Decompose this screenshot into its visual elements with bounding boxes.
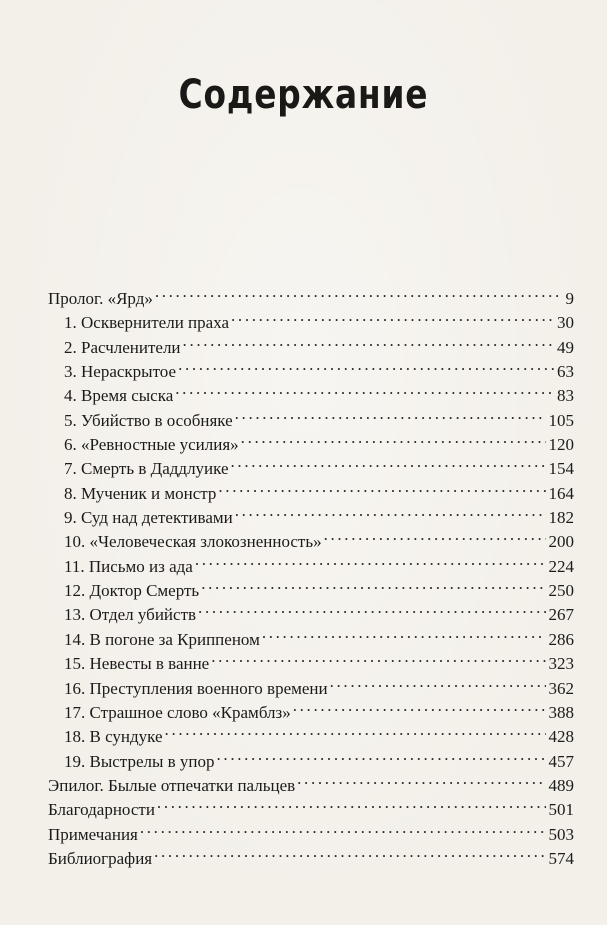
toc-entry-label: 7. Смерть в Даддлуике	[64, 459, 229, 479]
toc-dot-leader	[157, 791, 546, 815]
toc-dot-leader	[165, 718, 546, 742]
toc-entry	[48, 548, 574, 576]
toc-entry-label: 8. Мученик и монстр	[64, 483, 217, 503]
toc-entry-page-number: 428	[548, 727, 574, 747]
toc-entry-page-number: 30	[557, 313, 574, 333]
toc-entry-label: Примечания	[48, 824, 138, 844]
toc-entry	[48, 499, 574, 528]
toc-dot-leader	[293, 694, 546, 718]
toc-entry-label: Библиография	[48, 848, 153, 868]
toc-entry	[48, 767, 574, 795]
toc-dot-leader	[262, 621, 546, 645]
toc-entry-label: 10. «Человеческая злокозненность»	[64, 532, 322, 552]
toc-dot-leader	[155, 280, 561, 304]
toc-entry-page-number: 63	[557, 362, 574, 382]
toc-entry	[48, 694, 574, 722]
toc-entry	[48, 450, 574, 479]
toc-entry	[48, 840, 574, 868]
toc-dot-leader	[175, 377, 554, 401]
toc-dot-leader	[231, 450, 546, 474]
toc-dot-leader	[211, 645, 545, 669]
toc-dot-leader	[297, 767, 545, 791]
toc-dot-leader	[231, 304, 554, 328]
toc-entry	[48, 621, 574, 649]
toc-dot-leader	[235, 499, 546, 523]
toc-entry-label: 9. Суд над детективами	[64, 508, 233, 528]
toc-entry-label: 5. Убийство в особняке	[64, 410, 233, 430]
toc-entry-page-number: 250	[548, 581, 574, 601]
toc-dot-leader	[218, 475, 545, 499]
toc-entry-page-number: 362	[548, 678, 574, 698]
toc-entry-page-number: 286	[548, 629, 574, 649]
toc-entry-label: 17. Страшное слово «Крамблз»	[64, 702, 291, 722]
toc-entry-label: 11. Письмо из ада	[64, 556, 193, 576]
toc-entry	[48, 280, 574, 308]
toc-entry	[48, 718, 574, 747]
toc-entry-label: 15. Невесты в ванне	[64, 654, 210, 674]
toc-entry-page-number: 323	[548, 654, 574, 674]
toc-dot-leader	[235, 402, 546, 426]
toc-dot-leader	[154, 840, 545, 864]
toc-entry-page-number: 224	[548, 556, 574, 576]
table-of-contents	[48, 280, 574, 868]
toc-entry-page-number: 120	[548, 435, 574, 455]
toc-entry	[48, 791, 574, 820]
toc-entry-label: 2. Расчленители	[64, 337, 181, 357]
toc-entry-page-number: 182	[548, 508, 574, 528]
toc-entry	[48, 645, 574, 674]
toc-entry-label: 4. Время сыска	[64, 386, 174, 406]
toc-entry	[48, 329, 574, 357]
page-title: Содержание	[178, 71, 429, 118]
toc-entry	[48, 475, 574, 503]
toc-entry-label: 13. Отдел убийств	[64, 605, 197, 625]
toc-dot-leader	[201, 572, 545, 596]
toc-entry-page-number: 388	[548, 702, 574, 722]
toc-entry	[48, 523, 574, 552]
toc-entry	[48, 670, 574, 698]
toc-entry	[48, 743, 574, 771]
toc-entry-label: Пролог. «Ярд»	[48, 289, 153, 308]
toc-dot-leader	[324, 523, 546, 547]
toc-entry	[48, 377, 574, 406]
toc-entry	[48, 426, 574, 455]
toc-dot-leader	[217, 743, 546, 767]
toc-entry-label: Благодарности	[48, 800, 155, 820]
toc-dot-leader	[241, 426, 546, 450]
toc-entry-page-number: 489	[548, 775, 574, 795]
toc-entry-label: 16. Преступления военного времени	[64, 678, 328, 698]
toc-entry-page-number: 154	[548, 459, 574, 479]
toc-dot-leader	[195, 548, 546, 572]
toc-dot-leader	[178, 353, 554, 377]
toc-entry	[48, 304, 574, 333]
toc-dot-leader	[330, 670, 546, 694]
toc-dot-leader	[183, 329, 554, 353]
toc-entry	[48, 572, 574, 601]
toc-entry-page-number: 105	[548, 410, 574, 430]
toc-entry-label: 14. В погоне за Криппеном	[64, 629, 260, 649]
toc-entry-page-number: 501	[548, 800, 574, 820]
toc-entry-page-number: 49	[557, 337, 574, 357]
toc-entry-page-number: 574	[548, 848, 574, 868]
toc-entry-label: Эпилог. Былые отпечатки пальцев	[48, 775, 296, 795]
toc-entry-label: 12. Доктор Смерть	[64, 581, 200, 601]
toc-entry	[48, 353, 574, 382]
toc-entry	[48, 402, 574, 430]
toc-entry-label: 1. Осквернители праха	[64, 313, 230, 333]
toc-entry-page-number: 267	[548, 605, 574, 625]
toc-entry-page-number: 503	[548, 824, 574, 844]
toc-entry-label: 3. Нераскрытое	[64, 362, 177, 382]
toc-entry-page-number: 200	[548, 532, 574, 552]
toc-dot-leader	[140, 816, 546, 840]
toc-entry	[48, 596, 574, 625]
toc-entry-label: 6. «Ревностные усилия»	[64, 435, 239, 455]
toc-entry-page-number: 164	[548, 483, 574, 503]
toc-entry-label: 19. Выстрелы в упор	[64, 751, 215, 771]
toc-entry-page-number: 9	[565, 289, 574, 308]
toc-entry	[48, 816, 574, 844]
toc-entry-label: 18. В сундуке	[64, 727, 163, 747]
toc-entry-page-number: 83	[557, 386, 574, 406]
toc-entry-page-number: 457	[548, 751, 574, 771]
toc-dot-leader	[198, 596, 545, 620]
